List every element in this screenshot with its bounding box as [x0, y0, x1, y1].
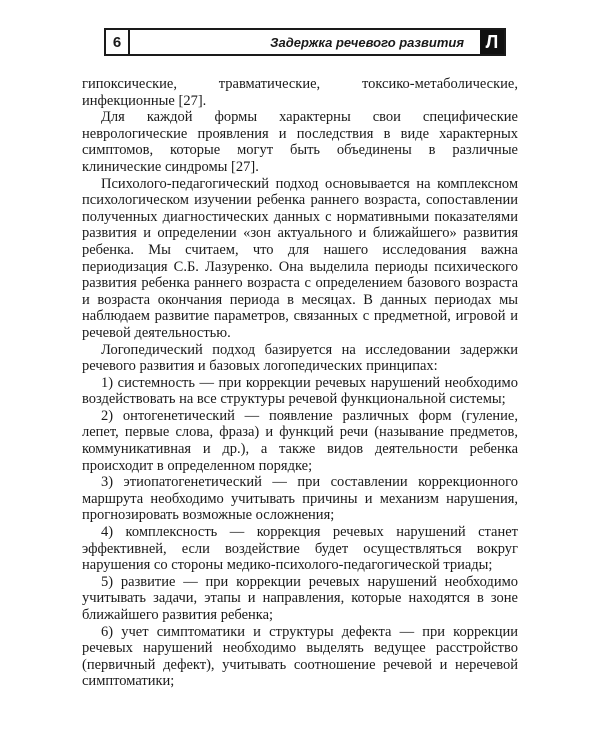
list-item-principle: 3) этиопатогенетический — при составлении коррекционного маршрута необходимо учитывать причины и механизм нарушения, прогнозировать возможные осложнения;: [82, 474, 518, 524]
paragraph: Психолого-педагогический подход основывается на комплексном психологическом изучении ребенка раннего возраста, сопоставлении полученных диагностических данных с нормативными показателями развития и определении «зон актуального и ближайшего» развития ребенка. Мы считаем, что для нашего исследования важна периодизация С.Б. Лазуренко. Она выделила периоды психического развития ребенка раннего возраста с определением базового возраста и возраста окончания периода в месяцах. В данных периодах мы наблюдаем развитие параметров, связанных с предметной, игровой и речевой деятельностью.: [82, 175, 518, 341]
paragraph: Логопедический подход базируется на исследовании задержки речевого развития и базовых логопедических принципах:: [82, 341, 518, 375]
body-text: [82, 76, 518, 690]
paragraph: Для каждой формы характерны свои специфические неврологические проявления и последствия в виде характерных симптомов, которые могут быть объединены в различные клинические синдромы [27].: [82, 109, 518, 175]
list-item-principle: 1) системность — при коррекции речевых нарушений необходимо воздействовать на все структуры речевой функциональной системы;: [82, 374, 518, 408]
running-title: Задержка речевого развития: [270, 34, 464, 50]
list-item-principle: 2) онтогенетический — появление различных форм (гуление, лепет, первые слова, фраза) и функций речи (называние предметов, коммуникативная и др.), а также видов деятельности ребенка происходит в определенном порядке;: [82, 407, 518, 474]
page-number: 6: [106, 30, 130, 54]
list-item-principle: 5) развитие — при коррекции речевых нарушений необходимо учитывать задачи, этапы и направления, которые находятся в зоне ближайшего развития ребенка;: [82, 573, 518, 623]
paragraph-continuation: гипоксические, травматические, токсико-метаболические, инфекционные [27].: [82, 76, 518, 109]
section-marker: Л: [480, 30, 504, 54]
list-item-principle: 4) комплексность — коррекция речевых нарушений станет эффективней, если воздействие будет осуществляться вокруг нарушения со стороны медико-психолого-педагогической триады;: [82, 524, 518, 574]
running-header: [104, 28, 506, 56]
list-item-principle: 6) учет симптоматики и структуры дефекта — при коррекции речевых нарушений необходимо выделять ведущее расстройство (первичный дефект), учитывать соотношение речевой и неречевой симптоматики;: [82, 623, 518, 690]
